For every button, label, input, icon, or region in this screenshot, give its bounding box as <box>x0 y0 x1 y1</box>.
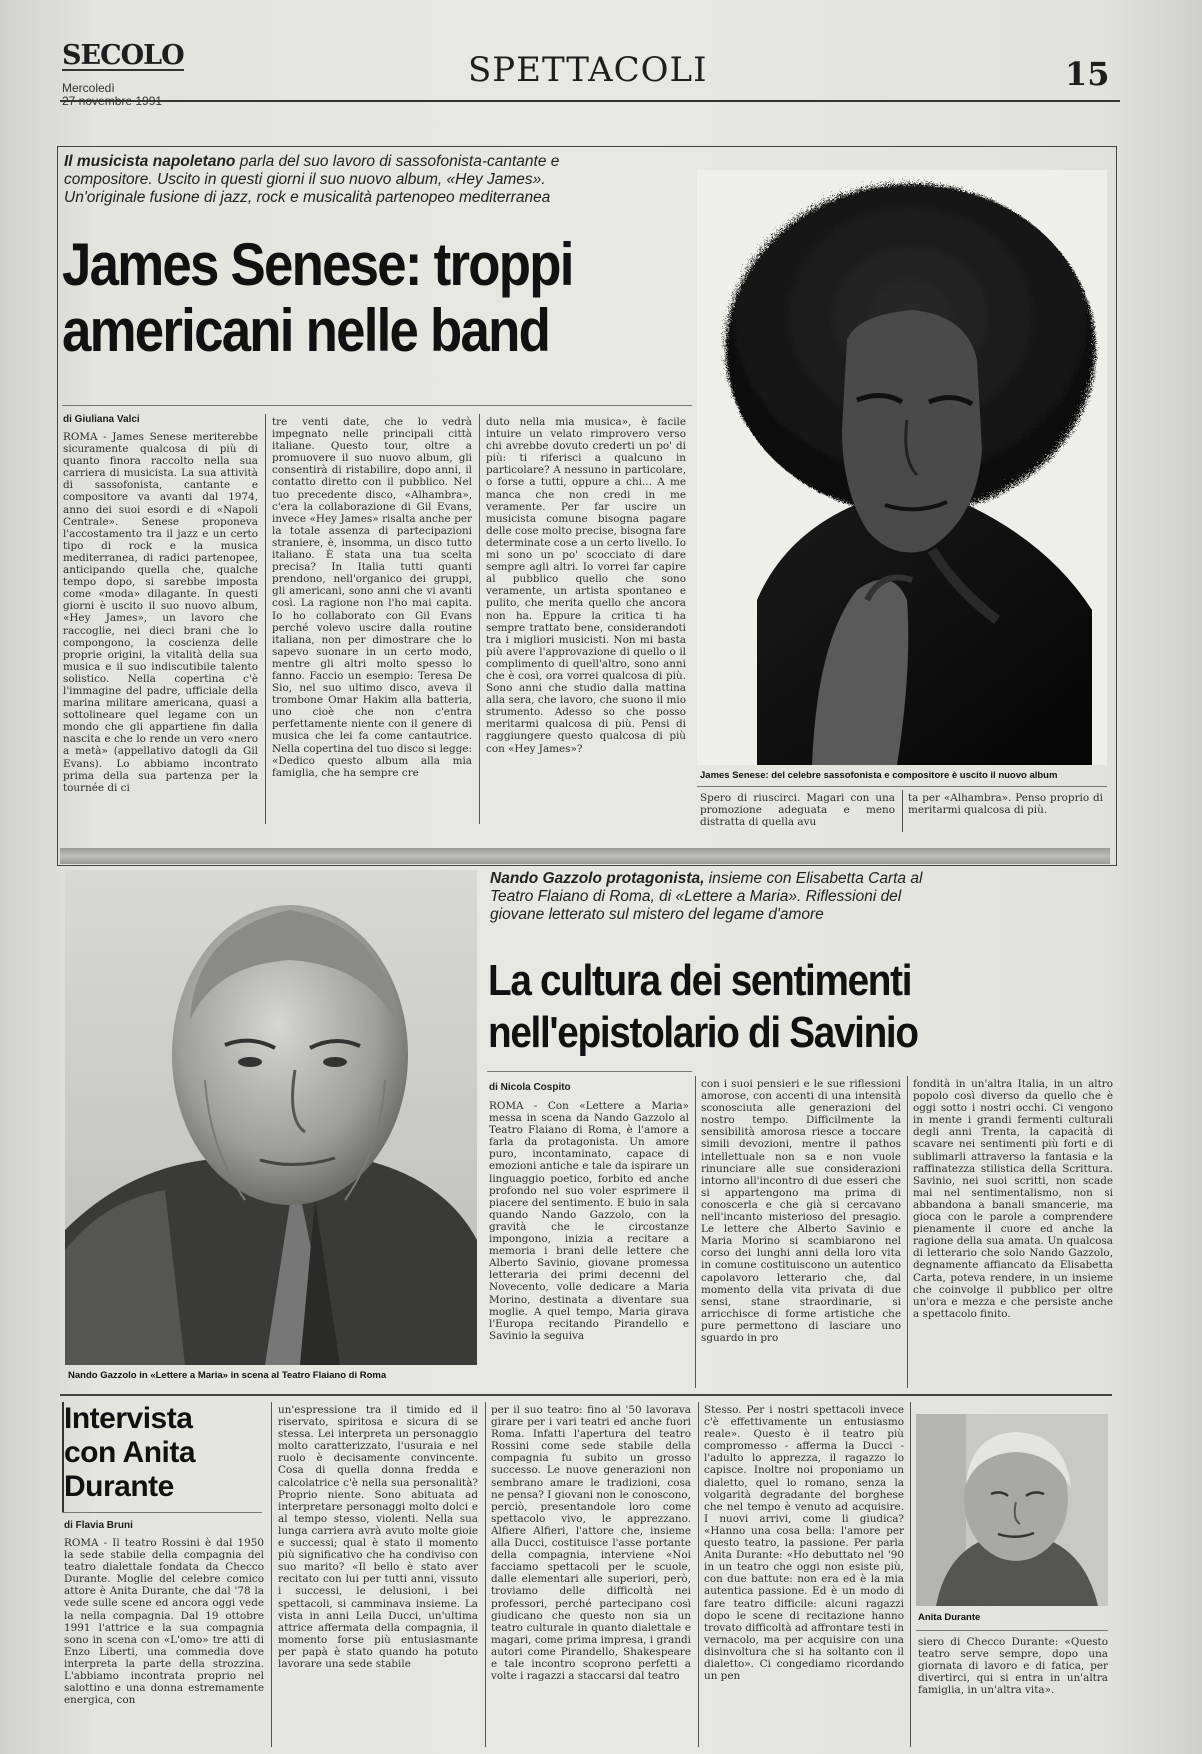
article-senese-col-5: ta per «Alhambra». Penso proprio di meritarmi qualcosa di più. <box>908 792 1103 817</box>
portrait-illustration <box>65 870 477 1365</box>
section-rule <box>60 1394 1112 1396</box>
durante-photo-caption: Anita Durante <box>918 1612 981 1623</box>
article-gazzolo-col-3: fondità in un'altra Italia, in un altro popolo così diverso da quello che è oggi sotto i nostri occhi. Ci vengono in mente i grandi fermenti culturali degli anni Trenta, la capacità di scavare nei sentimenti più forti e di sublimarli attraverso la fantasia e la raffinatezza stilistica della Scrittura. Savinio, nei suoi scritti, non scade mai nel sentimentalismo, non si abbandona a banali smancerie, ma gioca con le parole a comprendere pienamente il cuore ed anche la ragione della sua amata. Un qualcosa di letterario che solo Nando Gazzolo, degnamente affiancato da Elisabetta Carta, poteva rendere, in un insieme che coinvolge il pubblico per oltre un'ora e mezza e che persiste anche a spettacolo finito. <box>913 1078 1113 1320</box>
headline-bar <box>62 1402 64 1512</box>
article-gazzolo-headline <box>488 955 981 1059</box>
nando-gazzolo-photo <box>65 870 477 1365</box>
byline-rule <box>62 1512 262 1513</box>
section-separator <box>60 848 1110 864</box>
portrait-illustration <box>697 170 1107 765</box>
logo-text: SECOLO <box>62 40 184 71</box>
headline-line-1: James Senese: troppi <box>62 231 573 298</box>
article-gazzolo-byline: di Nicola Cospito <box>489 1082 571 1093</box>
article-durante-col-1: ROMA - Il teatro Rossini è dal 1950 la sede stabile della compagnia del teatro dialettale fondata da Checco Durante. Moglie del celebre comico attore è Anita Durante, che dal '78 la vede sulle scene ed ancora oggi vede la nella compagnia. Dal 19 ottobre 1991 l'attrice e la sua compagnia sono in scena con «L'omo» tre atti di Enzo Liberti, una commedia dove interpreta la parte della strozzina. L'abbiamo incontrata proprio nel salottino e una donna estremamente energica, con <box>64 1537 264 1707</box>
headline-line-1: La cultura dei sentimenti <box>488 956 912 1005</box>
newspaper-logo <box>62 40 184 71</box>
column-divider <box>698 1402 699 1747</box>
column-divider <box>271 1402 272 1747</box>
article-gazzolo-col-1: ROMA - Con «Lettere a Maria» messa in scena da Nando Gazzolo al Teatro Flaiano di Roma, è l'amore a farla da protagonista. Un amore puro, incontaminato, capace di emozioni antiche e tale da ispirare un linguaggio poetico, forbito ed anche profondo nel suo voler esprimere il piacere del sentimento. E buio in sala quando Nando Gazzolo, con la gravità che le circostanze impongono, inizia a recitare a memoria i brani delle lettere che Alberto Savinio, giovane promessa letteraria dei primi decenni del Novecento, volle dedicare a Maria Morino, destinata a diventare sua moglie. A quel tempo, Maria girava l'Europa recitando Pirandello e Savinio la seguiva <box>489 1100 689 1342</box>
byline-rule <box>487 1071 692 1072</box>
column-divider <box>695 1076 696 1388</box>
column-divider <box>910 1402 911 1747</box>
caption-rule <box>916 1630 1108 1631</box>
column-divider <box>902 790 903 832</box>
article-senese-kicker <box>64 153 624 207</box>
article-senese-col-3: duto nella mia musica», è facile intuire un velato rimprovero verso chi avrebbe dovuto crederti un po' di più: ti riferisci a qualcuno in particolare? A nessuno in particolare, o forse a tutti, oppure a chi... A me manca che non credi in me veramente. Per far uscire un musicista comune bisogna pagare delle cose molto precise, bisogna fare determinate cose a un certo livello. Io mi sono un po' scocciato di dare sempre agli altri. Io vorrei far capire al pubblico quello che sono veramente, un artista spontaneo e pulito, che merita quello che ancora non ha. Eppure la critica ti ha sempre trattato bene, considerandoti tra i migliori musicisti. Non mi basta più avere l'approvazione di quello o il complimento di quell'altro, sono anni che è così, ora vorrei qualcosa di più. Sono anni che studio dalla mattina alla sera, che lavoro, che suono il mio strumento. Adesso so che posso meritarmi qualcosa di più. Pensi di raggiungere questo qualcosa di più con «Hey James»? <box>486 416 686 755</box>
headline-line-2: nell'epistolario di Savinio <box>488 1008 918 1057</box>
article-senese-col-4: Spero di riuscirci. Magari con una promozione adeguata e meno distratta di quella avu <box>700 792 895 829</box>
column-divider <box>479 414 480 824</box>
section-title: SPETTACOLI <box>468 50 708 90</box>
column-divider <box>265 414 266 824</box>
article-gazzolo-kicker <box>490 870 950 924</box>
article-senese-byline: di Giuliana Valci <box>63 414 140 425</box>
anita-durante-photo <box>916 1414 1108 1606</box>
masthead-rule <box>60 100 1120 102</box>
kicker-text: insieme con Elisabetta Carta al Teatro Flaiano di Roma, di «Lettere a Maria». Riflessioni del giovane letterato sul mistero del legame d'amore <box>490 870 923 923</box>
caption-rule <box>697 786 1107 787</box>
issue-day: Mercoledì <box>62 81 115 95</box>
article-durante-col-4: Stesso. Per i nostri spettacoli invece c'è effettivamente un entusiasmo reale». Questo è il teatro più compromesso - afferma la Ducci - l'adulto lo apprezza, il ragazzo lo capisce. Inoltre noi proponiamo un dialetto, quel lo romano, senza la volgarità degradante del borghese che nel tempo è venuto ad acquisire. I nuovi arrivi, come li giudica? «Hanno una cosa bella: l'amore per questo teatro, la passione. Per parla Anita Durante: «Ho debuttato nel '90 in un teatro che oggi non esiste più, con due battute: non era ed è la mia autentica passione. Ed è un modo di fare teatro difficile: alcuni ragazzi dopo le scene di recitazione hanno trovato difficoltà ad affrontare testi in vernacolo, ma per acquisire con una disinvoltura che si ha soltanto con il dialetto». Ci congediamo ricordando un pen <box>704 1404 904 1683</box>
article-durante-col-3: per il suo teatro: fino al '50 lavorava girare per i vari teatri ed anche fuori Roma. Infatti l'apertura del teatro Rossini come sede stabile della compagnia fu subito un grosso successo. Le nuove generazioni non sembrano amare le tradizioni, cosa ne pensa? I giovani non le conoscono, perciò, presentandole loro come spettacolo vivo, le apprezzano. Alfiere Alfieri, l'attore che, insieme alla Ducci, costituisce l'asse portante della compagnia, interviene «Noi facciamo spettacoli per le scuole, dalle elementari alle superiori, però, troviamo delle difficoltà nei professori, perché partecipano così giudicano che questo non sia un teatro culturale in quanto dialettale e magari, come prima impresa, i grandi autori come Pirandello, Shakespeare e tale incontro scoprono perfetti a volte i ragazzi a staccarsi dal teatro <box>491 1404 691 1683</box>
article-durante-col-5: siero di Checco Durante: «Questo teatro serve sempre, dopo una giornata di lavoro e di fatica, per divertirci, qui si entra in un'altra famiglia, in un'altra vita». <box>918 1636 1108 1697</box>
headline-line-2: con Anita <box>64 1436 196 1469</box>
article-durante-byline: di Flavia Bruni <box>64 1520 133 1531</box>
headline-line-3: Durante <box>64 1470 174 1503</box>
gazzolo-photo-caption: Nando Gazzolo in «Lettere a Maria» in scena al Teatro Flaiano di Roma <box>68 1370 387 1381</box>
issue-date <box>62 82 162 108</box>
article-durante-col-2: un'espressione tra il timido ed il riservato, spiritosa e sicura di se stessa. Lei interpreta un personaggio molto caratterizzato, l'usuraia e nel ruolo è decisamente convincente. Cosa di quella donna fredda e calcolatrice c'è nella sua personalità? Proprio niente. Sono abituata ad interpretare personaggi molto dolci e al tempo stesso, violenti. Nella sua lunga carriera avrà avuto molte gioie e successi; qual è stato il momento più significativo che ha condiviso con suo marito? «Il bello è stato aver recitato con lui per tutti anni, vissuto i successi, le delusioni, i bei spettacoli, si camminava insieme. La vista in anni Leila Ducci, un'ultima attrice affermata della compagnia, il momento forse più entusiasmante per papà è stato quando ha potuto lavorare una sede stabile <box>278 1404 478 1670</box>
headline-line-1: Intervista <box>64 1402 193 1435</box>
page-number: 15 <box>1065 55 1110 93</box>
article-senese-col-2: tre venti date, che lo vedrà impegnato nelle principali città italiane. Questo tour, oltre a promuovere il suo nuovo album, gli consentirà di ristabilire, dopo anni, il contatto diretto con il pubblico. Nel tuo precedente disco, «Alhambra», c'era la collaborazione di Gil Evans, invece «Hey James» risalta anche per la totale assenza di partecipazioni straniere, è, insomma, un disco tutto italiano. È stata una tua scelta precisa? In Italia tutti quanti prendono, nell'organico dei gruppi, gli americani, sono anni che vi avanti così. La ragione non l'ho mai capita. Io ho collaborato con Gil Evans perché volevo uscire dalla routine italiana, non per dimostrare che lo sapevo suonare in un certo modo, mentre gli altri molto spesso lo fanno. Faccio un esempio: Teresa De Sio, nel suo ultimo disco, aveva il trombone Omar Hakim alla batteria, uno cioè che non c'entra perfettamente niente con il genere di musica che lei fa come cantautrice. Nella copertina del tuo disco si legge: «Dedico questo album alla mia famiglia, che ha sempre cre <box>272 416 472 779</box>
column-divider <box>907 1076 908 1388</box>
byline-rule <box>62 405 692 406</box>
senese-photo-caption: James Senese: del celebre sassofonista e compositore è uscito il nuovo album <box>700 770 1058 781</box>
kicker-lead: Nando Gazzolo protagonista, <box>490 870 705 887</box>
column-divider <box>485 1402 486 1747</box>
article-senese-headline <box>62 232 608 364</box>
article-gazzolo-col-2: con i suoi pensieri e le sue riflessioni amorose, con accenti di una intensità sconosciuta alle generazioni del nostro tempo. Difficilmente la sensibilità amorosa riesce a toccare simili devozioni, mentre il pathos intellettuale non sa e non vuole rinunciare alle sue considerazioni intorno all'incontro di due esseri che si appartengono ma prima di conoscerla e che già si cercavano nell'incanto misterioso del presagio. Le lettere che Alberto Savinio e Maria Morino si scambiarono nel corso dei lunghi anni della loro vita in comune costituiscono un autentico capolavoro letterario che, dal momento della vita privata di due sensi, stane straordinarie, si arricchisce di forme artistiche che pure permettono di lasciare uno sguardo in pro <box>701 1078 901 1344</box>
article-senese-col-1: ROMA - James Senese meriterebbe sicuramente qualcosa di più di quanto finora raccolto nella sua carriera di musicista. La sua attività di sassofonista, cantante e compositore va avanti dal 1974, anno dei suoi esordi e di «Napoli Centrale». Senese proponeva l'accostamento tra il jazz e un certo tipo di rock e la musica mediterranea, di radici partenopee, anticipando quella che, qualche tempo dopo, si sarebbe imposta come «moda» dilagante. In questi giorni è uscito il suo nuovo album, «Hey James», un lavoro che raccoglie, nei dieci brani che lo compongono, la coscienza delle proprie origini, la vitalità della sua musica e il suo indiscutibile talento solistico. Nella copertina c'è l'immagine del padre, ufficiale della marina militare americana, quasi a sottolineare quel legame con un mondo che gli appartiene fin dalla nascita e che lo rende un vero «nero a metà» (appellativo datogli da Gil Evans). Lo abbiamo incontrato prima della sua partenza per la tournée di ci <box>63 431 258 794</box>
portrait-illustration <box>916 1414 1108 1606</box>
james-senese-photo <box>697 170 1107 765</box>
article-durante-headline <box>64 1402 264 1504</box>
kicker-text: parla del suo lavoro di sassofonista-cantante e compositore. Uscito in questi giorni il suo nuovo album, «Hey James». Un'originale fusione di jazz, rock e musicalità partenopeo mediterranea <box>64 153 560 206</box>
headline-line-2: americani nelle band <box>62 297 550 364</box>
kicker-lead: Il musicista napoletano <box>64 153 236 170</box>
